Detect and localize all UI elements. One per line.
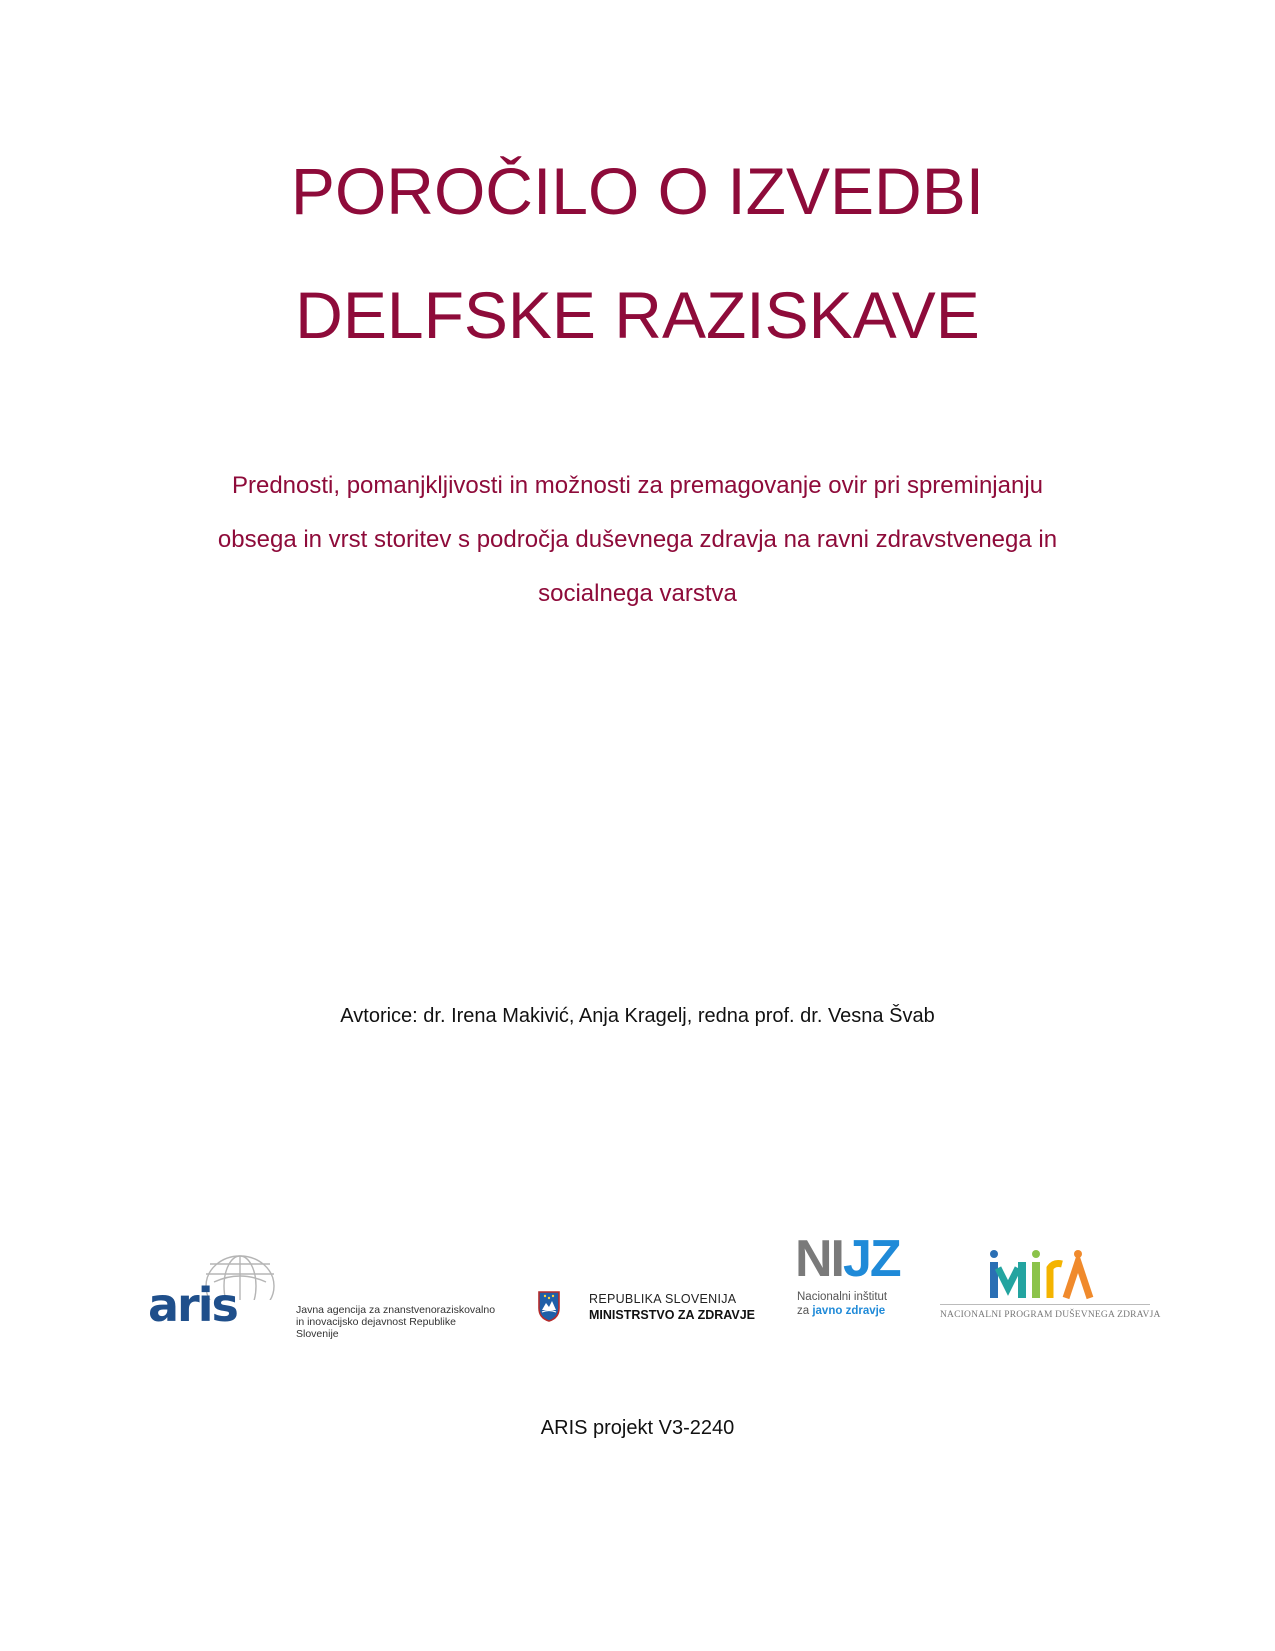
- mira-divider: [940, 1304, 1150, 1305]
- aris-logo: [148, 1252, 498, 1340]
- project-code: ARIS projekt V3-2240: [540, 1417, 735, 1439]
- aris-description-line-1: Javna agencija za znanstvenoraziskovalno: [296, 1304, 496, 1316]
- subtitle-line-1: Prednosti, pomanjkljivosti in možnosti za premagovanje ovir pri spreminjanju: [231, 472, 1044, 499]
- nijz-line-1: Nacionalni inštitut: [797, 1291, 888, 1303]
- aris-wordmark: aris: [148, 1278, 237, 1332]
- nijz-wordmark: [795, 1230, 900, 1288]
- mira-subtitle: NACIONALNI PROGRAM DUŠEVNEGA ZDRAVJA: [940, 1310, 1161, 1320]
- ministry-of-health-logo: [537, 1290, 757, 1334]
- report-title-line-2: DELFSKE RAZISKAVE: [295, 278, 980, 352]
- ministry-line-1: REPUBLIKA SLOVENIJA: [589, 1292, 737, 1306]
- slovenia-coat-of-arms-icon: [537, 1290, 561, 1322]
- aris-description: [296, 1304, 496, 1340]
- report-title-line-1: POROČILO O IZVEDBI: [290, 154, 985, 228]
- mira-wordmark-icon: [988, 1248, 1098, 1300]
- subtitle-line-3: socialnega varstva: [538, 580, 737, 607]
- mira-logo: [940, 1248, 1161, 1330]
- authors-line: Avtorice: dr. Irena Makivić, Anja Kragelj, redna prof. dr. Vesna Švab: [340, 1005, 935, 1027]
- nijz-wordmark-ni: NI: [795, 1230, 843, 1288]
- nijz-line-2-prefix: za: [797, 1305, 813, 1317]
- aris-description-line-2: in inovacijsko dejavnost Republike Slovenije: [296, 1316, 456, 1340]
- nijz-line-2-bold: javno zdravje: [812, 1305, 886, 1317]
- nijz-line-2: [797, 1305, 885, 1317]
- nijz-wordmark-jz: JZ: [843, 1230, 900, 1288]
- ministry-line-2: MINISTRSTVO ZA ZDRAVJE: [589, 1308, 755, 1322]
- nijz-logo: [795, 1230, 915, 1333]
- subtitle-line-2: obsega in vrst storitev s področja duševnega zdravja na ravni zdravstvenega in: [217, 526, 1058, 553]
